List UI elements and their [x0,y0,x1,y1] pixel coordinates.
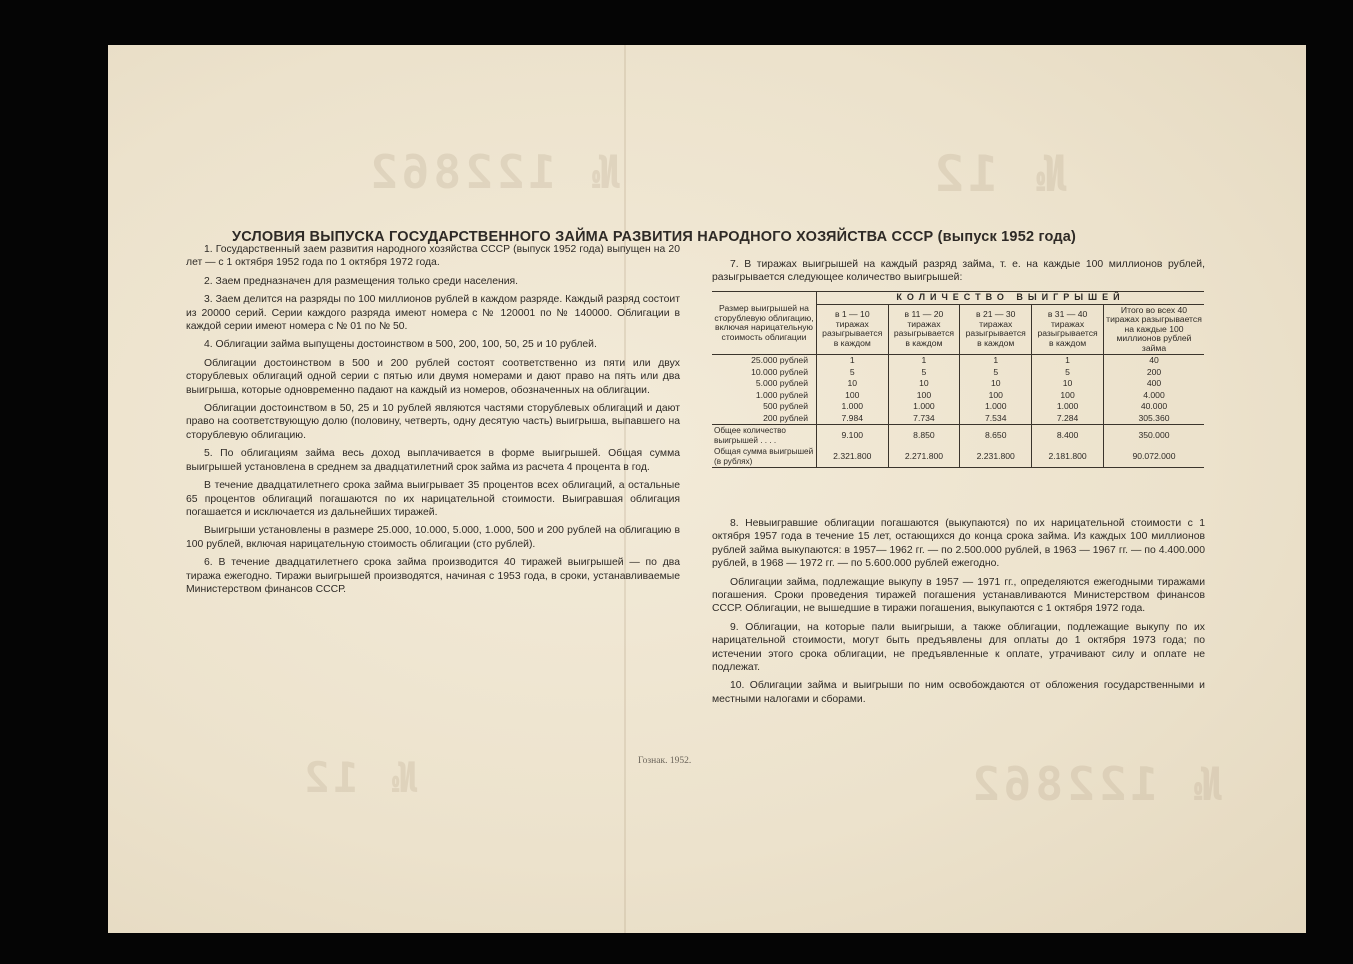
table-cell: 5 [1032,367,1104,379]
table-cell: 1.000 [1032,401,1104,413]
paragraph: 2. Заем предназначен для размещения только среди населения. [204,275,519,287]
ghost-serial-bottom-left: № 12 [300,753,418,802]
table-cell: 100 [1032,390,1104,402]
column-header: в 21 — 30 тиражах разыгрывается в каждом [960,304,1032,355]
column-header: в 1 — 10 тиражах разыгрывается в каждом [817,304,889,355]
table-cell: 350.000 [1104,425,1205,447]
table-cell: 2.231.800 [960,446,1032,468]
table-cell: 8.650 [960,425,1032,447]
ghost-serial-top-right: № 12 [930,145,1067,203]
prize-size-label: 10.000 рублей [751,366,808,377]
ghost-serial-bottom-right: № 122862 [968,757,1222,811]
prize-size-label: 5.000 рублей [755,378,808,388]
table-cell: 40 [1104,355,1205,367]
paragraph: 9. Облигации, на которые пали выигрыши, а также облигации, подлежащие выкупу по их нарицательной стоимости, могут быть предъявлены для оплаты до 1 октября 1973 года; по истечении этого срока облигации, не предъявленные к оплате, утрачивают силу и оплате не подлежат. [712,621,1205,674]
paragraph: Облигации достоинством в 50, 25 и 10 рублей являются частями сторублевых облигаций и дают право на соответствующую долю (половину, четверть, одну десятую часть) выигрыша, выпавшего на сторублевую облигацию. [186,403,680,441]
table-cell: 305.360 [1104,413,1205,425]
table-cell: 10 [817,378,889,390]
table-cell: 100 [960,390,1032,402]
table-cell: 7.284 [1032,413,1104,425]
total-sum-label: Общая сумма выигрышей (в рублях) [712,446,817,468]
table-cell: 5 [817,367,889,379]
paragraph: 10. Облигации займа и выигрыши по ним освобождаются от обложения государственными и местными налогами и сборами. [712,680,1205,705]
table-cell: 7.984 [817,413,889,425]
table-cell: 8.400 [1032,425,1104,447]
column-header: в 11 — 20 тиражах разыгрывается в каждом [888,304,960,355]
table-row [712,367,1204,379]
table-cell: 100 [888,390,960,402]
table-cell: 1.000 [960,401,1032,413]
paragraph: Облигации займа, подлежащие выкупу в 1957 — 1971 гг., определяются ежегодными тиражами погашения. Сроки проведения тиражей погашения устанавливаются Министерством финансов СССР. Облигации, не вышедшие в тиражи погашения, выкупаются с 1 октября 1972 года. [712,576,1205,615]
table-row-total-sum [712,446,1204,468]
printer-imprint: Гознак. 1952. [638,756,692,766]
row-header: Размер выигрышей на сторублевую облигацию, включая нарицательную стоимость облигации [712,292,817,355]
table-row [712,355,1204,367]
table-cell: 5 [888,367,960,379]
table-cell: 4.000 [1104,390,1205,402]
total-count-label: Общее количество выигрышей . . . . [712,425,817,447]
table-cell: 1.000 [888,401,960,413]
paragraph: Облигации достоинством в 500 и 200 рублей состоят соответственно из пяти или двух сторублевых облигаций одной серии с пятью или двумя номерами и дают право на пять или два выигрыша, которые одновременно падают на каждый из номеров, обозначенных на облигации. [186,357,680,396]
paragraph: 4. Облигации займа выпущены достоинством в 500, 200, 100, 50, 25 и 10 рублей. [204,339,597,351]
ghost-serial-top-left: № 122862 [366,145,620,199]
paragraph: 5. По облигациям займа весь доход выплачивается в форме выигрышей. Общая сумма выигрышей установлена в среднем за двадцатилетний срок займа из расчета 4 процента в год. [186,448,680,473]
table-cell: 10 [960,378,1032,390]
table-cell: 2.271.800 [888,446,960,468]
column-header: Итого во всех 40 тиражах разыгрывается на каждые 100 миллионов рублей займа [1104,304,1205,355]
left-column [186,243,680,601]
prize-table [712,291,1204,468]
table-cell: 90.072.000 [1104,446,1205,468]
table-cell: 1.000 [817,401,889,413]
table-row [712,390,1204,402]
right-column [712,517,1205,711]
prize-rows [712,355,1204,425]
table-row [712,401,1204,413]
table-cell: 9.100 [817,425,889,447]
table-row [712,378,1204,390]
table-row [712,413,1204,425]
table-cell: 1 [1032,355,1104,367]
bond-reverse-sheet [108,45,1306,933]
paragraph: В течение двадцатилетнего срока займа выигрывает 35 процентов всех облигаций, а остальные 65 процентов облигаций погашаются по их нарицательной стоимости. Выигравшая облигация погашается и исключается из дальнейших тиражей. [186,480,680,518]
group-header: КОЛИЧЕСТВО ВЫИГРЫШЕЙ [817,292,1205,305]
table-cell: 5 [960,367,1032,379]
table-row-total-count [712,425,1204,447]
prize-size-label: 500 рублей [763,401,808,411]
table-cell: 1 [817,355,889,367]
paragraph: Выигрыши установлены в размере 25.000, 10.000, 5.000, 1.000, 500 и 200 рублей на облигацию в 100 рублей, включая нарицательную стоимость облигации (сто рублей). [186,525,680,550]
column-header: в 31 — 40 тиражах разыгрывается в каждом [1032,304,1104,355]
table-cell: 10 [1032,378,1104,390]
paragraph: 7. В тиражах выигрышей на каждый разряд займа, т. е. на каждые 100 миллионов рублей, разыгрывается следующее количество выигрышей: [712,259,1205,284]
prize-size-label: 200 рублей [763,412,808,423]
prize-size-label: 25.000 рублей [751,355,808,365]
table-cell: 40.000 [1104,401,1205,413]
paragraph: 1. Государственный заем развития народного хозяйства СССР (выпуск 1952 года) выпущен на 20 лет — с 1 октября 1952 года по 1 октября 1972 года. [186,244,680,269]
table-cell: 400 [1104,378,1205,390]
table-cell: 10 [888,378,960,390]
table-cell: 8.850 [888,425,960,447]
table-cell: 100 [817,390,889,402]
paragraph: 3. Заем делится на разряды по 100 миллионов рублей в каждом разряде. Каждый разряд состоит из 20000 серий. Серии каждого разряда имеют номера с № 120001 по № 140000. Облигации в каждой серии имеют номера с № 01 по № 50. [186,294,680,333]
paragraph: 6. В течение двадцатилетнего срока займа производится 40 тиражей выигрышей — по два тиража ежегодно. Тиражи выигрышей производятся, начиная с 1953 года, в сроки, устанавливаемые Министерством финансов СССР. [186,557,680,595]
table-cell: 2.321.800 [817,446,889,468]
table-cell: 1 [888,355,960,367]
table-cell: 1 [960,355,1032,367]
table-cell: 2.181.800 [1032,446,1104,468]
table-cell: 7.734 [888,413,960,425]
right-intro [712,258,1205,290]
table-cell: 7.534 [960,413,1032,425]
table-cell: 200 [1104,367,1205,379]
paragraph: 8. Невыигравшие облигации погашаются (выкупаются) по их нарицательной стоимости с 1 октября 1957 года в течение 15 лет, остающихся до конца срока займа. Из каждых 100 миллионов рублей займа выкупаются: в 1957— 1962 гг. — по 2.500.000 рублей, в 1963 — 1967 гг. — по 4.400.000 рублей, в 1968 — 1972 гг. — по 5.600.000 рублей ежегодно. [712,518,1205,570]
document-title: УСЛОВИЯ ВЫПУСКА ГОСУДАРСТВЕННОГО ЗАЙМА РАЗВИТИЯ НАРОДНОГО ХОЗЯЙСТВА СССР (выпуск 1952 года) [232,229,1077,245]
prize-size-label: 1.000 рублей [755,389,808,400]
